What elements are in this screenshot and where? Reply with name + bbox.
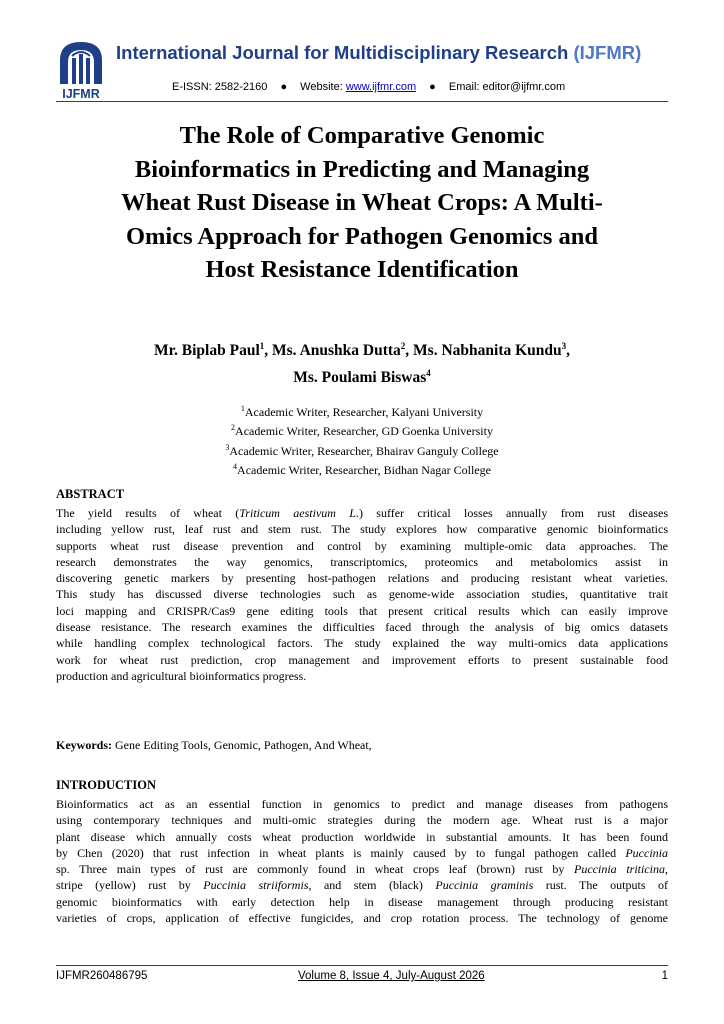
keywords-label: Keywords: [56, 738, 112, 752]
abstract-text [56, 505, 668, 684]
affiliation: $^4$Academic Writer, Researcher, Bidhan Nagar College [233, 461, 491, 477]
footer-volume-link[interactable]: Volume 8, Issue 4, July-August 2026 [298, 970, 485, 982]
eissn: E-ISSN: 2582-2160 [172, 81, 268, 93]
affiliation: $^3$Academic Writer, Researcher, Bhairav Ganguly College [225, 442, 499, 458]
keywords [56, 738, 372, 753]
header-divider [56, 101, 668, 102]
affiliation: $^2$Academic Writer, Researcher, GD Goenka University [231, 423, 493, 439]
intro-line: stripe (yellow) rust by Puccinia striiformis, and stem (black) Puccinia graminis rust. The outputs of [56, 878, 669, 893]
author-list: Mr. Biplab Paul$^1$, Ms. Anushka Dutta$^2$, Ms. Nabhanita Kundu$^3$, Ms. Poulami Biswas$^4$ [153, 341, 571, 387]
author-sup: 3 [561, 341, 567, 351]
paper-title [56, 119, 668, 287]
bullet-separator: ● [429, 81, 436, 93]
author-sup: 4 [426, 368, 431, 379]
intro-line: Bioinformatics act as an essential function in genomics to predict and manage diseases from pathogens [56, 797, 668, 811]
website-label: Website: [300, 81, 346, 93]
header-contacts [172, 81, 565, 93]
abstract-line: disease resistance. The research examines the difficulties faced through the analysis of big omics datasets [56, 620, 668, 635]
abstract-line: including yellow rust, leaf rust and stem rust. The study explores how comparative genomic bioinformatics [56, 522, 668, 537]
intro-line: by Chen (2020) that rust infection in wheat plants is mainly caused by to fungal pathogen called Puccinia [56, 845, 668, 860]
journal-abbr: (IJFMR) [573, 42, 642, 63]
author-sup: 1 [259, 341, 265, 351]
abstract-line: discovering genetic markers by presenting host-pathogen relations and producing resistant wheat varieties. [56, 571, 668, 586]
title-line: Host Resistance Identification [205, 256, 519, 283]
footer-divider [56, 965, 668, 966]
ijfmr-logo [56, 38, 106, 100]
affiliation-list [56, 401, 668, 478]
abstract-line: research demonstrates the way genomics, transcriptomics, proteomics and metabolomics assist in [56, 554, 668, 569]
author-name: Ms. Anushka Dutta [272, 342, 401, 360]
affiliation: $^1$Academic Writer, Researcher, Kalyani University [240, 404, 484, 419]
bullet-separator: ● [280, 81, 288, 93]
introduction-heading: INTRODUCTION [56, 778, 157, 792]
intro-line: sp. Three main types of rust are commonly found in wheat crops leaf (brown) rust by Puccinia triticina, [56, 862, 668, 877]
journal-name: International Journal for Multidisciplinary Research [116, 42, 569, 63]
abstract-line: supports wheat rust disease prevention and control by examining multiple-omic data approaches. The [56, 538, 668, 553]
email: Email: editor@ijfmr.com [448, 81, 566, 93]
footer-page-number: 1 [661, 970, 668, 982]
abstract-line: while handling complex technological factors. The study explained the way multi-omics data applications [56, 636, 668, 651]
title-line: Bioinformatics in Predicting and Managing [134, 155, 590, 183]
author-name: Ms. Nabhanita Kundu [413, 342, 562, 360]
introduction-text [56, 796, 668, 926]
author-name: Mr. Biplab Paul [153, 342, 260, 360]
intro-line: varieties of crops, application of effective fungicides, and crop rotation process. The technology of genome [56, 911, 668, 926]
abstract-heading: ABSTRACT [56, 487, 125, 501]
journal-title [116, 42, 696, 64]
abstract-line: work for wheat rust prediction, crop management and improvement efforts to present sustainable food [56, 652, 668, 667]
abstract-line: loci mapping and CRISPR/Cas9 gene editing tools that present critical results which can easily improve [56, 603, 668, 618]
intro-line: plant disease which annually costs wheat production worldwide in substantial amounts. It has been found [56, 829, 668, 844]
logo-text: IJFMR [62, 87, 100, 100]
author-sup: 2 [400, 341, 406, 351]
abstract-line: The yield results of wheat (Triticum aestivum L.) suffer critical losses annually from rust diseases [56, 506, 669, 520]
title-line: Omics Approach for Pathogen Genomics and [125, 222, 599, 250]
abstract-line: production and agricultural bioinformatics progress. [56, 668, 307, 683]
author-name: Ms. Poulami Biswas [293, 369, 427, 387]
footer-paper-id: IJFMR260486795 [56, 970, 148, 982]
title-line: The Role of Comparative Genomic [179, 122, 545, 149]
intro-line: genomic bioinformatics with early detection help in disease management through producing resistant [56, 894, 668, 909]
website-link[interactable]: www.ijfmr.com [345, 81, 417, 93]
abstract-line: This study has discussed diverse technologies such as genome-wide association studies, quantitative trait [56, 587, 668, 602]
intro-line: using contemporary techniques and multi-omic strategies during the modern age. Wheat rust is a major [56, 813, 668, 828]
title-line: Wheat Rust Disease in Wheat Crops: A Multi- [121, 189, 603, 216]
keywords-text: Gene Editing Tools, Genomic, Pathogen, And Wheat, [112, 738, 372, 752]
